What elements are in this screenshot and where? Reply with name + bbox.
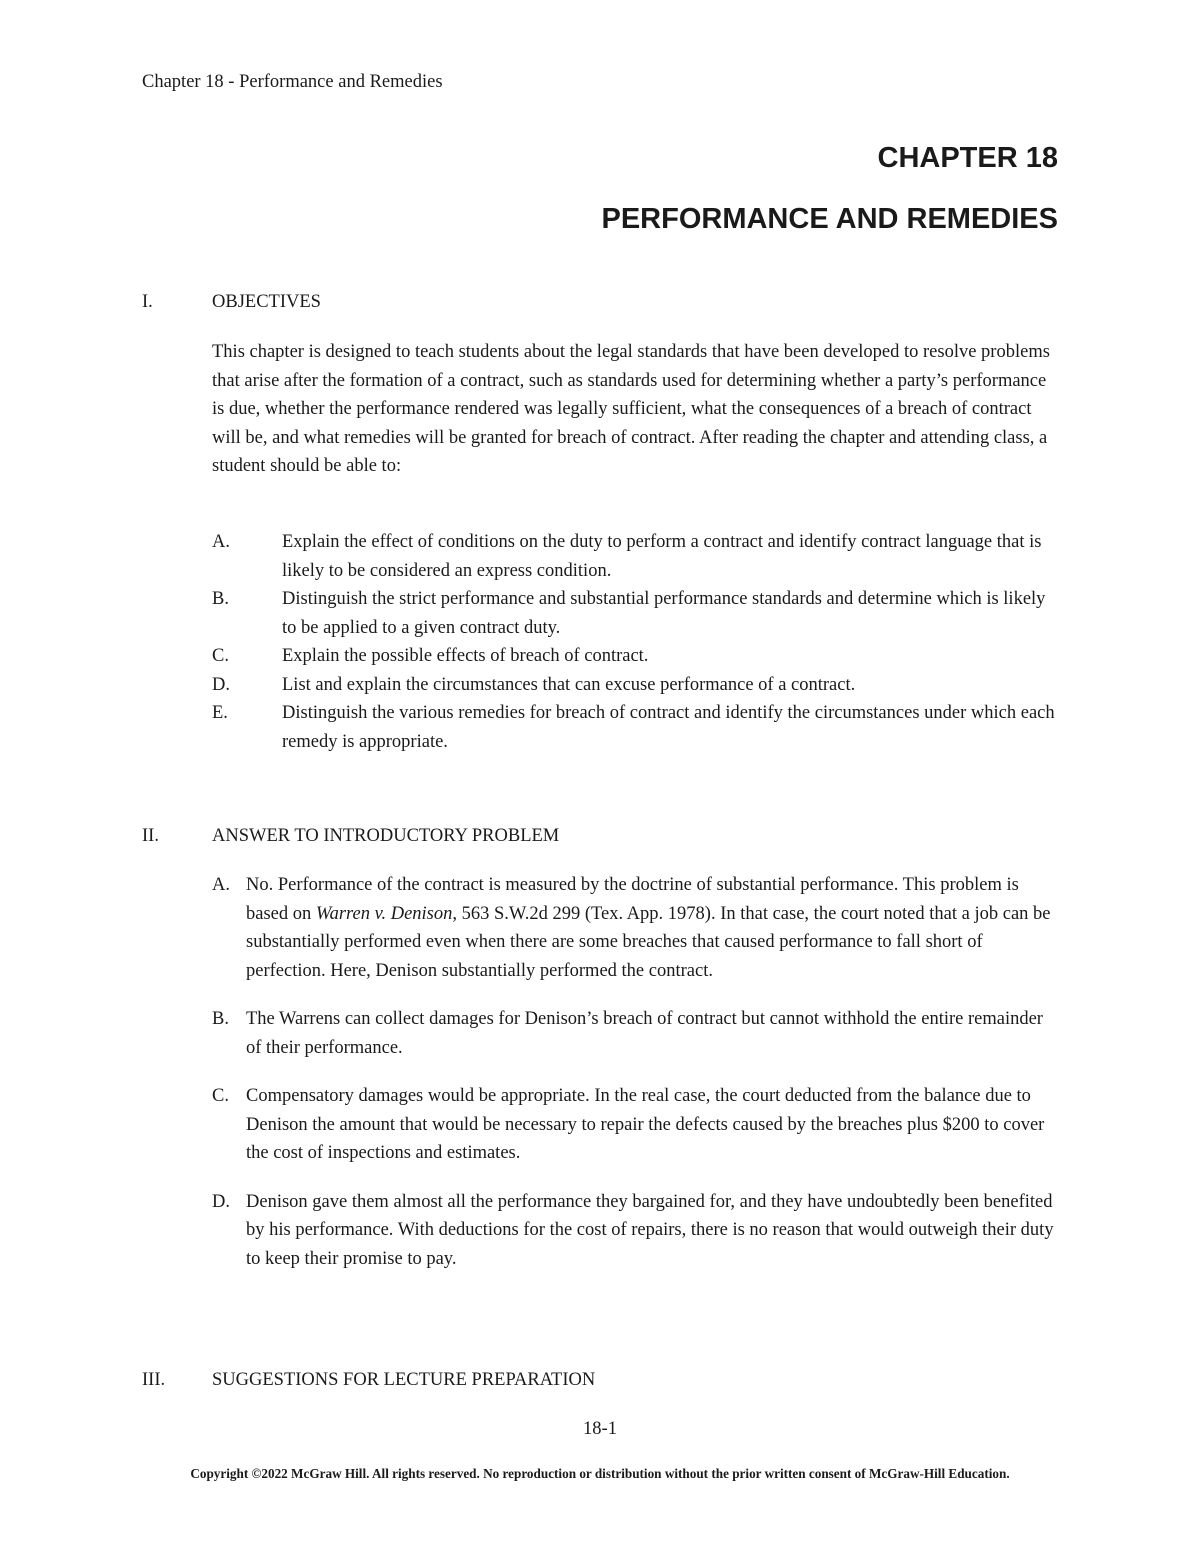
list-item bbox=[212, 671, 1058, 700]
chapter-number-title: CHAPTER 18 bbox=[877, 142, 1058, 174]
section-number: I. bbox=[142, 292, 153, 312]
list-item bbox=[212, 528, 1058, 585]
list-item-letter: D. bbox=[212, 1191, 230, 1212]
list-item-text: List and explain the circumstances that can excuse performance of a contract. bbox=[282, 674, 856, 695]
objectives-list bbox=[212, 528, 1058, 756]
list-item-letter: D. bbox=[212, 674, 230, 695]
list-item bbox=[212, 1005, 1058, 1062]
list-item-letter: A. bbox=[212, 875, 230, 895]
copyright-notice: Copyright ©2022 McGraw Hill. All rights reserved. No reproduction or distribution without the prior written consent of McGraw-Hill Education. bbox=[190, 1466, 1010, 1481]
list-item-text: Distinguish the strict performance and substantial performance standards and determine which is likely to be applied to a given contract duty. bbox=[282, 589, 1046, 638]
case-citation: Warren v. Denison, bbox=[315, 903, 458, 924]
section-title: SUGGESTIONS FOR LECTURE PREPARATION bbox=[212, 1370, 596, 1390]
page-number: 18-1 bbox=[583, 1419, 617, 1439]
list-item-letter: B. bbox=[212, 1009, 229, 1029]
answers-list bbox=[212, 871, 1058, 1293]
objectives-intro-paragraph: This chapter is designed to teach students about the legal standards that have been developed to resolve problems that arise after the formation of a contract, such as standards used for determining whether a party’s performance is due, whether the performance rendered was legally sufficient, what the consequences of a breach of contract will be, and what remedies will be granted for breach of contract. After reading the chapter and attending class, a student should be able to: bbox=[212, 342, 1050, 476]
list-item-letter: A. bbox=[212, 532, 230, 552]
section-number: III. bbox=[142, 1370, 166, 1390]
section-number: II. bbox=[142, 826, 159, 846]
list-item-letter: E. bbox=[212, 703, 228, 723]
list-item-text: Compensatory damages would be appropriate. In the real case, the court deducted from the balance due to Denison the amount that would be necessary to repair the defects caused by the breaches plus $200 to cover the cost of inspections and estimates. bbox=[246, 1086, 1045, 1163]
list-item-text-after: 563 S.W.2d 299 (Tex. App. 1978). In that case, the court noted that a job can be substantially performed even when there are some breaches that caused performance to fall short of perfection. Here, Denison substantially performed the contract. bbox=[246, 903, 1051, 981]
list-item bbox=[212, 585, 1058, 642]
list-item-text: Explain the possible effects of breach of contract. bbox=[282, 646, 649, 666]
list-item-letter: C. bbox=[212, 1086, 229, 1106]
section-title: OBJECTIVES bbox=[212, 292, 321, 312]
list-item-letter: B. bbox=[212, 589, 229, 609]
chapter-name-title: PERFORMANCE AND REMEDIES bbox=[601, 203, 1058, 235]
list-item bbox=[212, 871, 1058, 985]
list-item-text: Distinguish the various remedies for breach of contract and identify the circumstances under which each remedy is appropriate. bbox=[282, 703, 1055, 752]
list-item bbox=[212, 642, 1058, 671]
list-item bbox=[212, 699, 1058, 756]
list-item-text-before: No. Performance of the contract is measured by the doctrine of substantial performance. This problem is based on bbox=[246, 875, 1019, 924]
list-item bbox=[212, 1188, 1058, 1274]
running-header: Chapter 18 - Performance and Remedies bbox=[142, 72, 443, 92]
list-item-text: The Warrens can collect damages for Denison’s breach of contract but cannot withhold the entire remainder of their performance. bbox=[246, 1009, 1043, 1058]
section-title: ANSWER TO INTRODUCTORY PROBLEM bbox=[212, 826, 560, 846]
list-item-text: Denison gave them almost all the performance they bargained for, and they have undoubtedly been benefited by his performance. With deductions for the cost of repairs, there is no reason that would outweigh their duty to keep their promise to pay. bbox=[246, 1191, 1054, 1269]
list-item bbox=[212, 1082, 1058, 1168]
list-item-text: Explain the effect of conditions on the duty to perform a contract and identify contract language that is likely to be considered an express condition. bbox=[282, 532, 1042, 581]
list-item-letter: C. bbox=[212, 646, 229, 666]
